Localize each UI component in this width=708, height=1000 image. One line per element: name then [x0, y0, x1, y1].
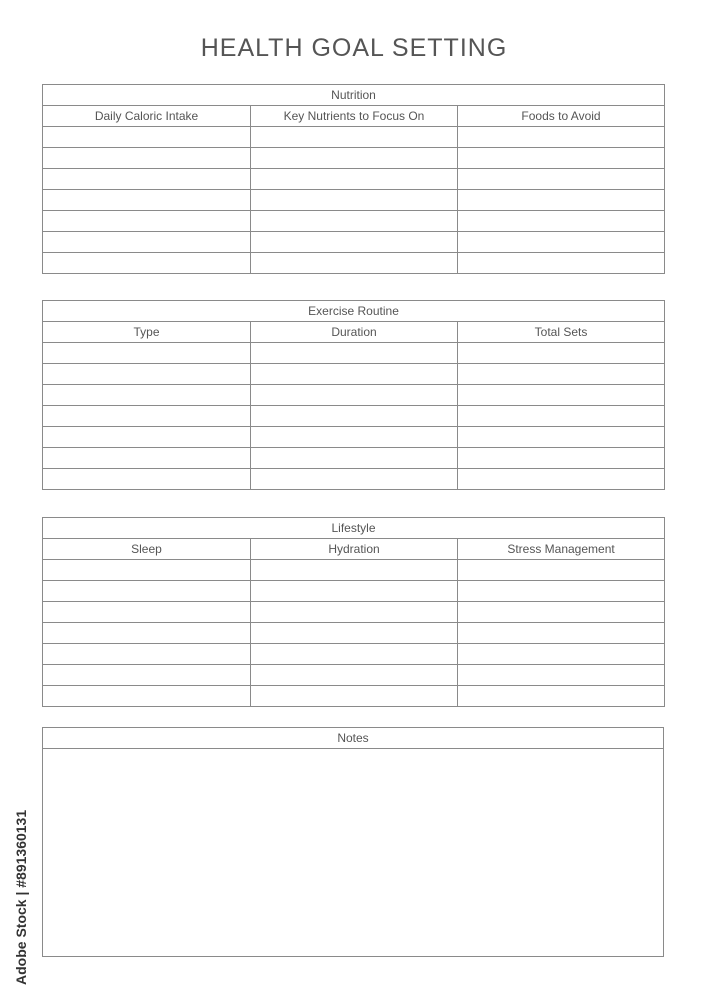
table-cell[interactable] — [251, 686, 458, 707]
table-cell[interactable] — [458, 232, 665, 253]
table-row — [43, 364, 665, 385]
table-row — [43, 211, 665, 232]
table-cell[interactable] — [43, 644, 251, 665]
column-header: Hydration — [251, 539, 458, 560]
table-cell[interactable] — [43, 169, 251, 190]
column-header: Duration — [251, 322, 458, 343]
table-cell[interactable] — [251, 253, 458, 274]
table-cell[interactable] — [458, 448, 665, 469]
table-cell[interactable] — [458, 385, 665, 406]
stock-credit: Adobe Stock | #891360131 — [13, 809, 29, 985]
table-cell[interactable] — [251, 211, 458, 232]
table-cell[interactable] — [458, 581, 665, 602]
table-cell[interactable] — [251, 364, 458, 385]
notes-heading: Notes — [43, 728, 663, 749]
table-row — [43, 560, 665, 581]
nutrition-heading: Nutrition — [43, 85, 665, 106]
table-row — [43, 665, 665, 686]
table-cell[interactable] — [251, 448, 458, 469]
table-row — [43, 686, 665, 707]
column-header: Stress Management — [458, 539, 665, 560]
table-cell[interactable] — [43, 427, 251, 448]
table-cell[interactable] — [458, 686, 665, 707]
table-cell[interactable] — [43, 127, 251, 148]
table-cell[interactable] — [251, 343, 458, 364]
table-cell[interactable] — [43, 602, 251, 623]
notes-box[interactable] — [42, 727, 664, 957]
table-cell[interactable] — [251, 602, 458, 623]
table-cell[interactable] — [43, 211, 251, 232]
column-header: Daily Caloric Intake — [43, 106, 251, 127]
table-cell[interactable] — [251, 127, 458, 148]
table-cell[interactable] — [43, 148, 251, 169]
table-cell[interactable] — [458, 364, 665, 385]
table-cell[interactable] — [458, 623, 665, 644]
table-row — [43, 602, 665, 623]
table-cell[interactable] — [458, 406, 665, 427]
table-cell[interactable] — [458, 427, 665, 448]
table-cell[interactable] — [251, 469, 458, 490]
table-cell[interactable] — [43, 343, 251, 364]
table-cell[interactable] — [43, 232, 251, 253]
table-cell[interactable] — [251, 560, 458, 581]
column-header: Total Sets — [458, 322, 665, 343]
column-header: Foods to Avoid — [458, 106, 665, 127]
table-cell[interactable] — [458, 665, 665, 686]
table-cell[interactable] — [43, 253, 251, 274]
table-row — [43, 406, 665, 427]
table-row — [43, 448, 665, 469]
table-row — [43, 623, 665, 644]
table-cell[interactable] — [43, 190, 251, 211]
table-row — [43, 469, 665, 490]
table-cell[interactable] — [458, 469, 665, 490]
table-cell[interactable] — [251, 169, 458, 190]
column-header: Sleep — [43, 539, 251, 560]
exercise-table — [42, 300, 665, 490]
table-cell[interactable] — [251, 406, 458, 427]
table-cell[interactable] — [458, 211, 665, 232]
table-row — [43, 385, 665, 406]
table-cell[interactable] — [251, 665, 458, 686]
table-row — [43, 644, 665, 665]
table-cell[interactable] — [43, 385, 251, 406]
nutrition-table — [42, 84, 665, 274]
table-row — [43, 190, 665, 211]
table-cell[interactable] — [458, 644, 665, 665]
table-cell[interactable] — [43, 623, 251, 644]
table-cell[interactable] — [458, 169, 665, 190]
table-cell[interactable] — [458, 343, 665, 364]
table-cell[interactable] — [43, 560, 251, 581]
table-row — [43, 232, 665, 253]
table-cell[interactable] — [251, 232, 458, 253]
table-cell[interactable] — [251, 385, 458, 406]
lifestyle-table — [42, 517, 665, 707]
table-cell[interactable] — [458, 602, 665, 623]
table-cell[interactable] — [43, 665, 251, 686]
table-cell[interactable] — [43, 581, 251, 602]
table-cell[interactable] — [251, 623, 458, 644]
table-row — [43, 343, 665, 364]
column-header: Type — [43, 322, 251, 343]
table-row — [43, 253, 665, 274]
exercise-heading: Exercise Routine — [43, 301, 665, 322]
table-cell[interactable] — [43, 406, 251, 427]
table-row — [43, 427, 665, 448]
table-cell[interactable] — [458, 190, 665, 211]
table-cell[interactable] — [251, 644, 458, 665]
table-cell[interactable] — [251, 427, 458, 448]
table-cell[interactable] — [251, 148, 458, 169]
table-cell[interactable] — [458, 148, 665, 169]
table-cell[interactable] — [458, 127, 665, 148]
table-cell[interactable] — [251, 581, 458, 602]
page-title: HEALTH GOAL SETTING — [200, 34, 508, 62]
table-row — [43, 127, 665, 148]
table-cell[interactable] — [43, 448, 251, 469]
table-cell[interactable] — [43, 469, 251, 490]
table-row — [43, 148, 665, 169]
table-cell[interactable] — [251, 190, 458, 211]
table-cell[interactable] — [458, 253, 665, 274]
table-cell[interactable] — [43, 686, 251, 707]
table-row — [43, 169, 665, 190]
table-cell[interactable] — [458, 560, 665, 581]
table-row — [43, 581, 665, 602]
lifestyle-heading: Lifestyle — [43, 518, 665, 539]
column-header: Key Nutrients to Focus On — [251, 106, 458, 127]
table-cell[interactable] — [43, 364, 251, 385]
